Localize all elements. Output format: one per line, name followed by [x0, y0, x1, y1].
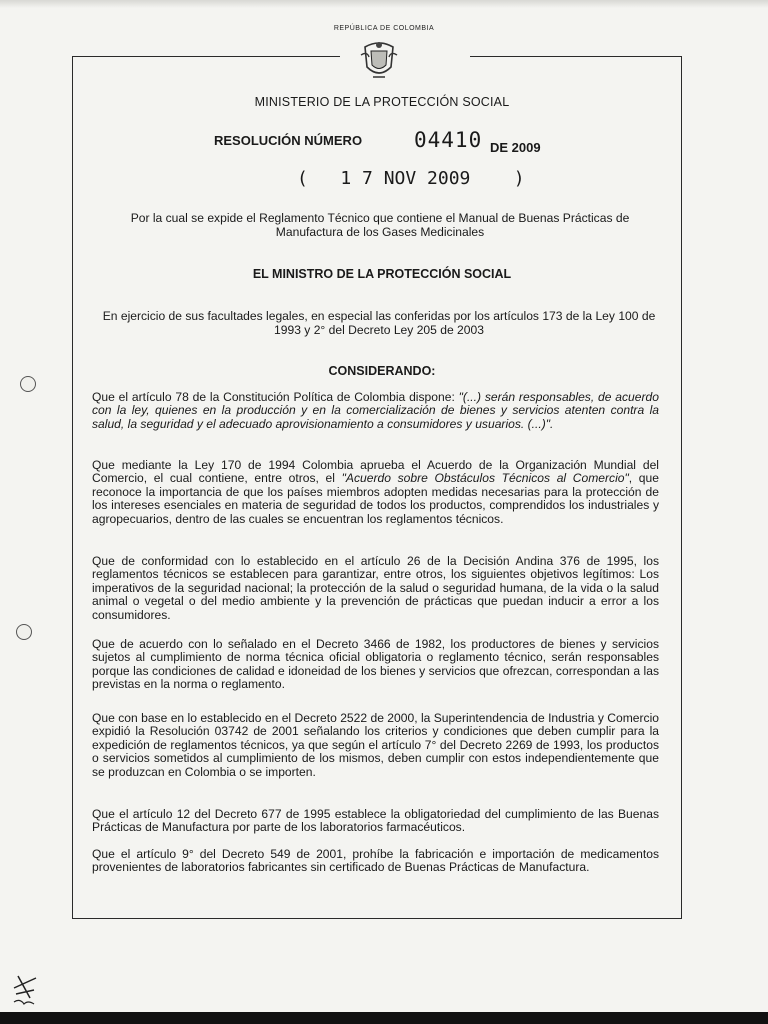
paragraph-3: Que de conformidad con lo establecido en el artículo 26 de la Decisión Andina 376 de 1995, los reglamentos técnicos se establecen para garantizar, entre otros, los siguientes objetivos legítimos: Los imperativos de la seguridad nacional; la protección de la salud o seguridad humana, de la vida o la salud animal o vegetal o del medio ambiente y la prevención de prácticas que puedan inducir a error a los consumidores. — [92, 554, 659, 622]
paragraph-1-quote: "(...) serán responsables, de acuerdo con la ley, quienes en la producción y en la comercialización de bienes y servicios atenten contra la salud, la seguridad y el adecuado aprovisionamiento a consumidores y usuarios. (...)". — [92, 390, 659, 431]
resolution-year: DE 2009 — [490, 140, 541, 155]
resolution-number: 04410 — [414, 128, 483, 152]
ministry-title: MINISTERIO DE LA PROTECCIÓN SOCIAL — [254, 95, 510, 109]
paragraph-6: Que el artículo 12 del Decreto 677 de 1995 establece la obligatoriedad del cumplimiento de las Buenas Prácticas de Manufactura por parte de los laboratorios farmacéuticos. — [92, 807, 659, 835]
considerando-title: CONSIDERANDO: — [328, 364, 436, 378]
paragraph-2-text-a: Que mediante la Ley 170 de 1994 Colombia aprueba el Acuerdo de la Organización Mundial del Comercio, el cual contiene, entre otros, el — [92, 458, 659, 486]
paragraph-5: Que con base en lo establecido en el Decreto 2522 de 2000, la Superintendencia de Industria y Comercio expidió la Resolución 03742 de 2001 señalando los criterios y condiciones que deben cumplir para la expedición de reglamentos técnicos, ya que según el artículo 7° del Decreto 2269 de 1993, los productos o servicios sometidos al cumplimiento de los mismos, deben cumplir con estos independientemente que se produzcan en Colombia o se importen. — [92, 711, 659, 779]
scan-edge — [0, 0, 768, 8]
paragraph-2 — [92, 459, 659, 526]
frame-top-right — [470, 56, 681, 57]
paragraph-2-text-b: , que reconoce la importancia de que los países miembros adopten medidas necesarias para la protección de los intereses esenciales en materia de seguridad de todos los productos, comprendidos los industriales y agropecuarios, dentro de las cuales se encuentran los reglamentos técnicos. — [92, 471, 659, 526]
paragraph-4: Que de acuerdo con lo señalado en el Decreto 3466 de 1982, los productores de bienes y servicios sujetos al cumplimiento de norma técnica oficial obligatoria o reglamento técnico, serán responsables porque las condiciones de calidad e idoneidad de los bienes y servicios que ofrezcan, correspondan a las previstas en la norma o reglamento. — [92, 637, 659, 692]
frame-top-left — [72, 56, 340, 57]
authority-title: EL MINISTRO DE LA PROTECCIÓN SOCIAL — [252, 267, 512, 281]
purpose-text: Por la cual se expide el Reglamento Técnico que contiene el Manual de Buenas Prácticas de Manufactura de los Gases Medicinales — [130, 211, 630, 239]
republic-label: REPÚBLICA DE COLOMBIA — [333, 25, 435, 32]
scan-bottom-edge — [0, 1012, 768, 1024]
paragraph-7: Que el artículo 9° del Decreto 549 de 2001, prohíbe la fabricación e importación de medicamentos provenientes de laboratorios fabricantes sin certificado de Buenas Prácticas de Manufactura. — [92, 847, 659, 875]
initials-signature — [10, 968, 40, 1008]
paragraph-1 — [92, 391, 659, 431]
paragraph-2-quote: "Acuerdo sobre Obstáculos Técnicos al Comercio" — [341, 471, 629, 486]
punch-hole-bottom — [16, 624, 32, 640]
paragraph-1-text: Que el artículo 78 de la Constitución Política de Colombia dispone: — [92, 390, 459, 404]
authority-text: En ejercicio de sus facultades legales, en especial las conferidas por los artículos 173 de la Ley 100 de 1993 y 2° del Decreto Ley 205 de 2003 — [102, 309, 656, 337]
punch-hole-top — [20, 376, 36, 392]
resolution-label: RESOLUCIÓN NÚMERO — [214, 133, 363, 148]
resolution-date: ( 1 7 NOV 2009 ) — [297, 168, 525, 189]
